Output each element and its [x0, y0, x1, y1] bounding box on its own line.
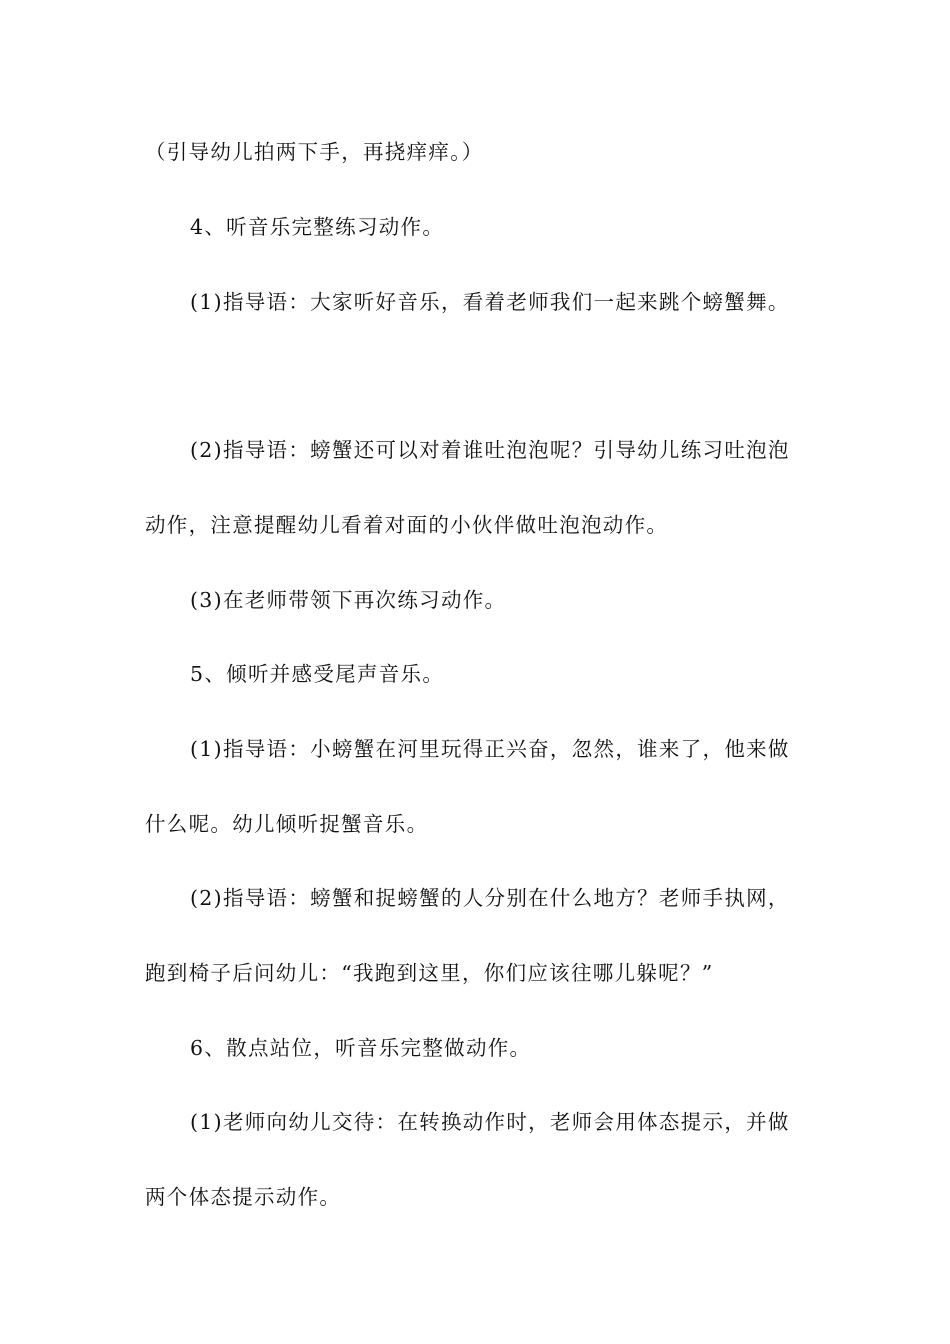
paragraph-line: (2)指导语：螃蟹还可以对着谁吐泡泡呢？引导幼儿练习吐泡泡 [190, 438, 790, 462]
paragraph-line: （引导幼儿拍两下手，再挠痒痒。） [145, 140, 484, 164]
section-heading: 4、听音乐完整练习动作。 [190, 215, 445, 239]
paragraph-line: (1)老师向幼儿交待：在转换动作时，老师会用体态提示，并做 [190, 1110, 790, 1134]
paragraph-line: 什么呢。幼儿倾听捉蟹音乐。 [145, 812, 429, 836]
section-heading: 6、散点站位，听音乐完整做动作。 [190, 1036, 532, 1060]
paragraph-line: (2)指导语：螃蟹和捉螃蟹的人分别在什么地方？老师手执网， [190, 886, 790, 910]
paragraph-line: 两个体态提示动作。 [145, 1185, 342, 1209]
paragraph-line: (3)在老师带领下再次练习动作。 [190, 588, 507, 612]
paragraph-line: 动作，注意提醒幼儿看着对面的小伙伴做吐泡泡动作。 [145, 513, 669, 537]
paragraph-line: (1)指导语：小螃蟹在河里玩得正兴奋，忽然，谁来了，他来做 [190, 737, 790, 761]
paragraph-line: 跑到椅子后问幼儿：“我跑到这里，你们应该往哪儿躲呢？” [145, 961, 714, 985]
paragraph-line: (1)指导语：大家听好音乐，看着老师我们一起来跳个螃蟹舞。 [190, 290, 790, 314]
section-heading: 5、倾听并感受尾声音乐。 [190, 662, 445, 686]
